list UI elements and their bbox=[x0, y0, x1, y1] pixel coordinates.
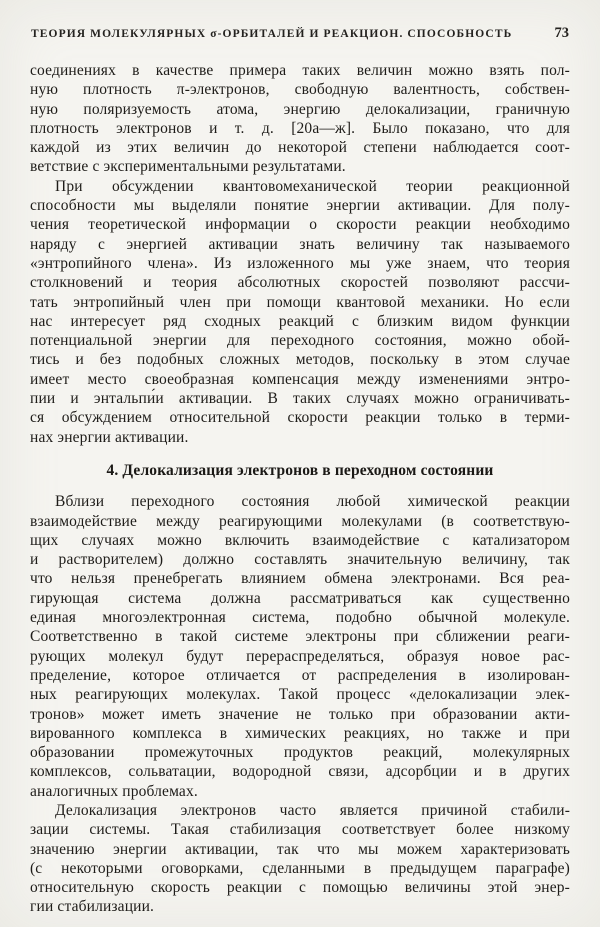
text-block bbox=[30, 61, 570, 917]
paragraph bbox=[30, 177, 570, 447]
text-line: аналогичных проблемах. bbox=[30, 782, 198, 800]
text-line: вированного комплекса в химических реакциях, но также и при bbox=[30, 724, 570, 742]
text-line: столкновений и теория абсолютных скоростей позволяют рассчи- bbox=[30, 274, 570, 292]
text-line: Вблизи переходного состояния любой химической реакции bbox=[55, 493, 570, 511]
text-line: нас интересует ряд сходных реакций с близким видом функции bbox=[30, 312, 570, 330]
text-line: «энтропийного члена». Из изложенного мы уже знаем, что теория bbox=[30, 254, 570, 272]
text-line: и растворителем) должно составлять значительную величину, так bbox=[30, 551, 570, 569]
text-line: потенциальной энергии для переходного состояния, можно обой- bbox=[30, 332, 570, 350]
text-line: гии стабилизации. bbox=[30, 898, 155, 916]
paragraph bbox=[30, 492, 570, 801]
text-line: ся обсуждением относительной скорости реакции только в терми- bbox=[30, 409, 570, 427]
page-number: 73 bbox=[554, 25, 569, 41]
text-line: (с некоторыми оговорками, сделанными в предыдущем параграфе) bbox=[30, 859, 570, 877]
text-line: гирующая система должна рассматриваться как существенно bbox=[30, 589, 570, 607]
text-line: ных реагирующих молекулах. Такой процесс «делокализации элек- bbox=[30, 686, 570, 704]
text-line: способности мы выделяли понятие энергии активации. Для полу- bbox=[30, 197, 570, 215]
header-title: ТЕОРИЯ МОЛЕКУЛЯРНЫХ σ-ОРБИТАЛЕЙ И РЕАКЦИОН. СПОСОБНОСТЬ bbox=[31, 28, 513, 40]
text-line: комплексов, сольватации, водородной связи, адсорбции и в других bbox=[30, 763, 570, 781]
text-line: пределение, которое отличается от распределения в изолирован- bbox=[30, 666, 570, 684]
text-line: тронов» может иметь значение не только при образовании акти- bbox=[30, 705, 570, 723]
section-heading: 4. Делокализация электронов в переходном состоянии bbox=[106, 461, 494, 479]
paragraph bbox=[30, 801, 570, 917]
text-line: нах энергии активации. bbox=[30, 428, 189, 446]
text-line: наряду с энергией активации знать величину так называемого bbox=[30, 235, 570, 253]
text-line: образовании промежуточных продуктов реакций, молекулярных bbox=[30, 744, 570, 762]
text-line: ветствие с экспериментальными результатами. bbox=[30, 158, 346, 176]
running-header bbox=[30, 25, 570, 42]
text-line: чения теоретической информации о скорости реакции необходимо bbox=[30, 216, 570, 234]
text-line: пии и энтальпи́и активации. В таких случаях можно ограничивать- bbox=[30, 390, 570, 408]
paragraph bbox=[30, 61, 570, 177]
text-line: рующих молекул будут перераспределяться, образуя новое рас- bbox=[30, 647, 570, 665]
text-line: соединениях в качестве примера таких величин можно взять пол- bbox=[30, 62, 570, 79]
text-line: имеет место своеобразная компенсация между изменениями энтро- bbox=[30, 370, 570, 388]
text-line: При обсуждении квантовомеханической теории реакционной bbox=[55, 177, 570, 195]
text-line: каждой из этих величин до некоторой степени наблюдается соот- bbox=[30, 139, 570, 157]
text-line: что нельзя пренебрегать влиянием обмена электронами. Вся реа- bbox=[30, 570, 570, 588]
text-line: единая многоэлектронная система, подобно обычной молекуле. bbox=[30, 609, 570, 627]
text-line: щих случаях можно включить взаимодействие с катализатором bbox=[30, 531, 570, 549]
text-line: Делокализация электронов часто является причиной стабили- bbox=[55, 801, 570, 819]
text-line: тись и без подобных сложных методов, поскольку в этом случае bbox=[30, 351, 570, 369]
text-line: ную плотность π-электронов, свободную валентность, собствен- bbox=[30, 81, 570, 99]
text-line: зации системы. Такая стабилизация соответствует более низкому bbox=[30, 821, 570, 839]
text-line: плотность электронов и т. д. [20а—ж]. Было показано, что для bbox=[30, 119, 570, 137]
text-line: ную поляризуемость атома, энергию делокализации, граничную bbox=[30, 100, 570, 118]
text-line: тать энтропийный член при помощи квантовой механики. Но если bbox=[30, 293, 570, 311]
text-line: взаимодействие между реагирующими молекулами (в соответствую- bbox=[30, 512, 570, 530]
text-line: значению энергии активации, так что мы можем характеризовать bbox=[30, 840, 570, 858]
text-line: Соответственно в такой системе электроны при сближении реаги- bbox=[30, 628, 570, 646]
text-line: относительную скорость реакции с помощью величины этой энер- bbox=[30, 879, 570, 897]
